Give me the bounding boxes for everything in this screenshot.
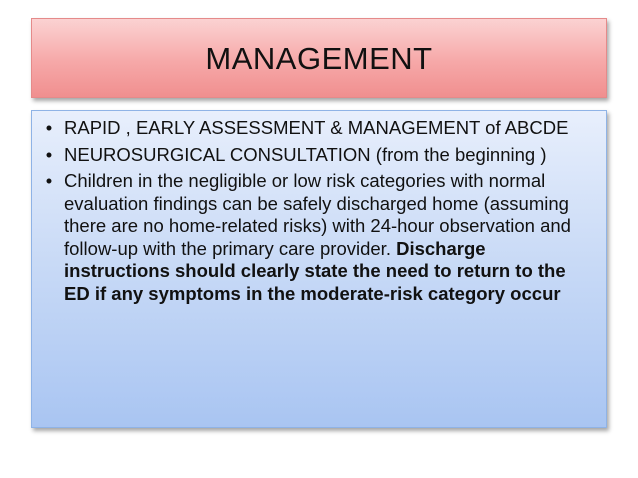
bullet-item-discharge	[42, 170, 592, 305]
slide-title: MANAGEMENT	[205, 41, 433, 76]
bullet-icon: •	[45, 143, 53, 165]
bullet-text: Children in the negligible or low risk categories with normal evaluation findings can be safely discharged home (assuming there are no home-related risks) with 24-hour observation and follow-up with the primary care provider.	[64, 170, 571, 259]
title-box	[31, 18, 607, 98]
bullet-list	[42, 117, 592, 305]
bullet-icon: •	[45, 117, 53, 138]
bullet-item-assessment	[42, 117, 592, 140]
bullet-text: NEUROSURGICAL CONSULTATION (from the beginning )	[64, 143, 547, 165]
content-box	[31, 110, 607, 428]
bullet-item-consultation	[42, 144, 592, 167]
bullet-bold-text: Discharge instructions should clearly state the need to return to the ED if any symptoms in the moderate-risk category occur	[64, 237, 566, 304]
bullet-icon: •	[45, 170, 53, 191]
bullet-text: RAPID , EARLY ASSESSMENT & MANAGEMENT of ABCDE	[64, 117, 569, 138]
